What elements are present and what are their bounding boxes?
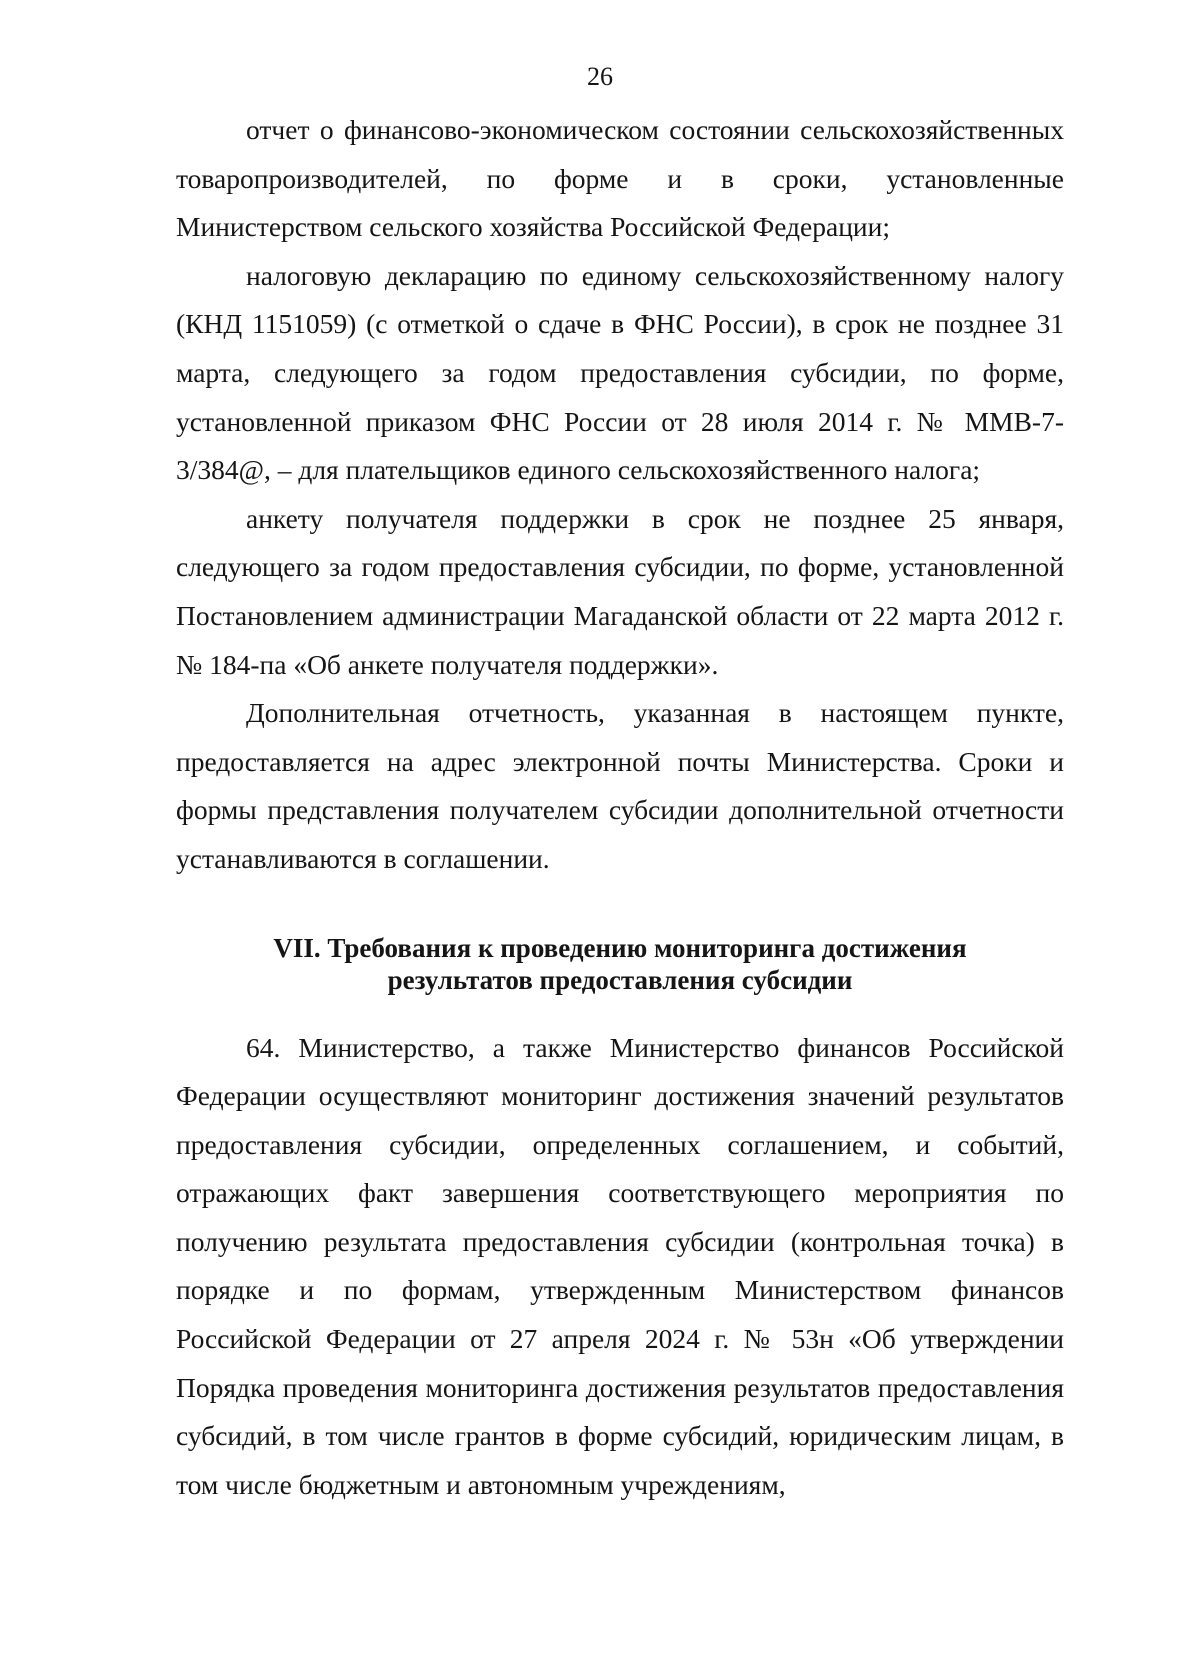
document-body — [176, 106, 1064, 1509]
paragraph-tax-declaration: налоговую декларацию по единому сельскохозяйственному налогу (КНД 1151059) (с отметкой о сдаче в ФНС России), в срок не позднее 31 марта, следующего за годом предоставления субсидии, по форме, установленной приказом ФНС России от 28 июля 2014 г. № ММВ-7-3/384@, – для плательщиков единого сельскохозяйственного налога; — [176, 259, 1064, 486]
section-heading-line-1: VII. Требования к проведению мониторинга достижения — [273, 932, 967, 963]
paragraph-financial-report: отчет о финансово-экономическом состоянии сельскохозяйственных товаропроизводителей, по форме и в сроки, установленные Министерством сельского хозяйства Российской Федерации; — [176, 114, 1064, 243]
section-heading — [176, 932, 1064, 996]
paragraph-recipient-questionnaire: анкету получателя поддержки в срок не позднее 25 января, следующего за годом предоставления субсидии, по форме, установленной Постановлением администрации Магаданской области от 22 марта 2012 г. № 184-па «Об анкете получателя поддержки». — [176, 502, 1064, 680]
paragraph-64-monitoring: 64. Министерство, а также Министерство финансов Российской Федерации осуществляют мониторинг достижения значений результатов предоставления субсидии, определенных соглашением, и событий, отражающих факт завершения соответствующего мероприятия по получению результата предоставления субсидии (контрольная точка) в порядке и по формам, утвержденным Министерством финансов Российской Федерации от 27 апреля 2024 г. № 53н «Об утверждении Порядка проведения мониторинга достижения результатов предоставления субсидий, в том числе грантов в форме субсидий, юридическим лицам, в том числе бюджетным и автономным учреждениям, — [176, 1031, 1064, 1500]
page-number: 26 — [587, 62, 613, 91]
section-heading-line-2: результатов предоставления субсидии — [387, 964, 853, 995]
paragraph-additional-reporting: Дополнительная отчетность, указанная в настоящем пункте, предоставляется на адрес электронной почты Министерства. Сроки и формы представления получателем субсидии дополнительной отчетности устанавливаются в соглашении. — [176, 697, 1064, 874]
